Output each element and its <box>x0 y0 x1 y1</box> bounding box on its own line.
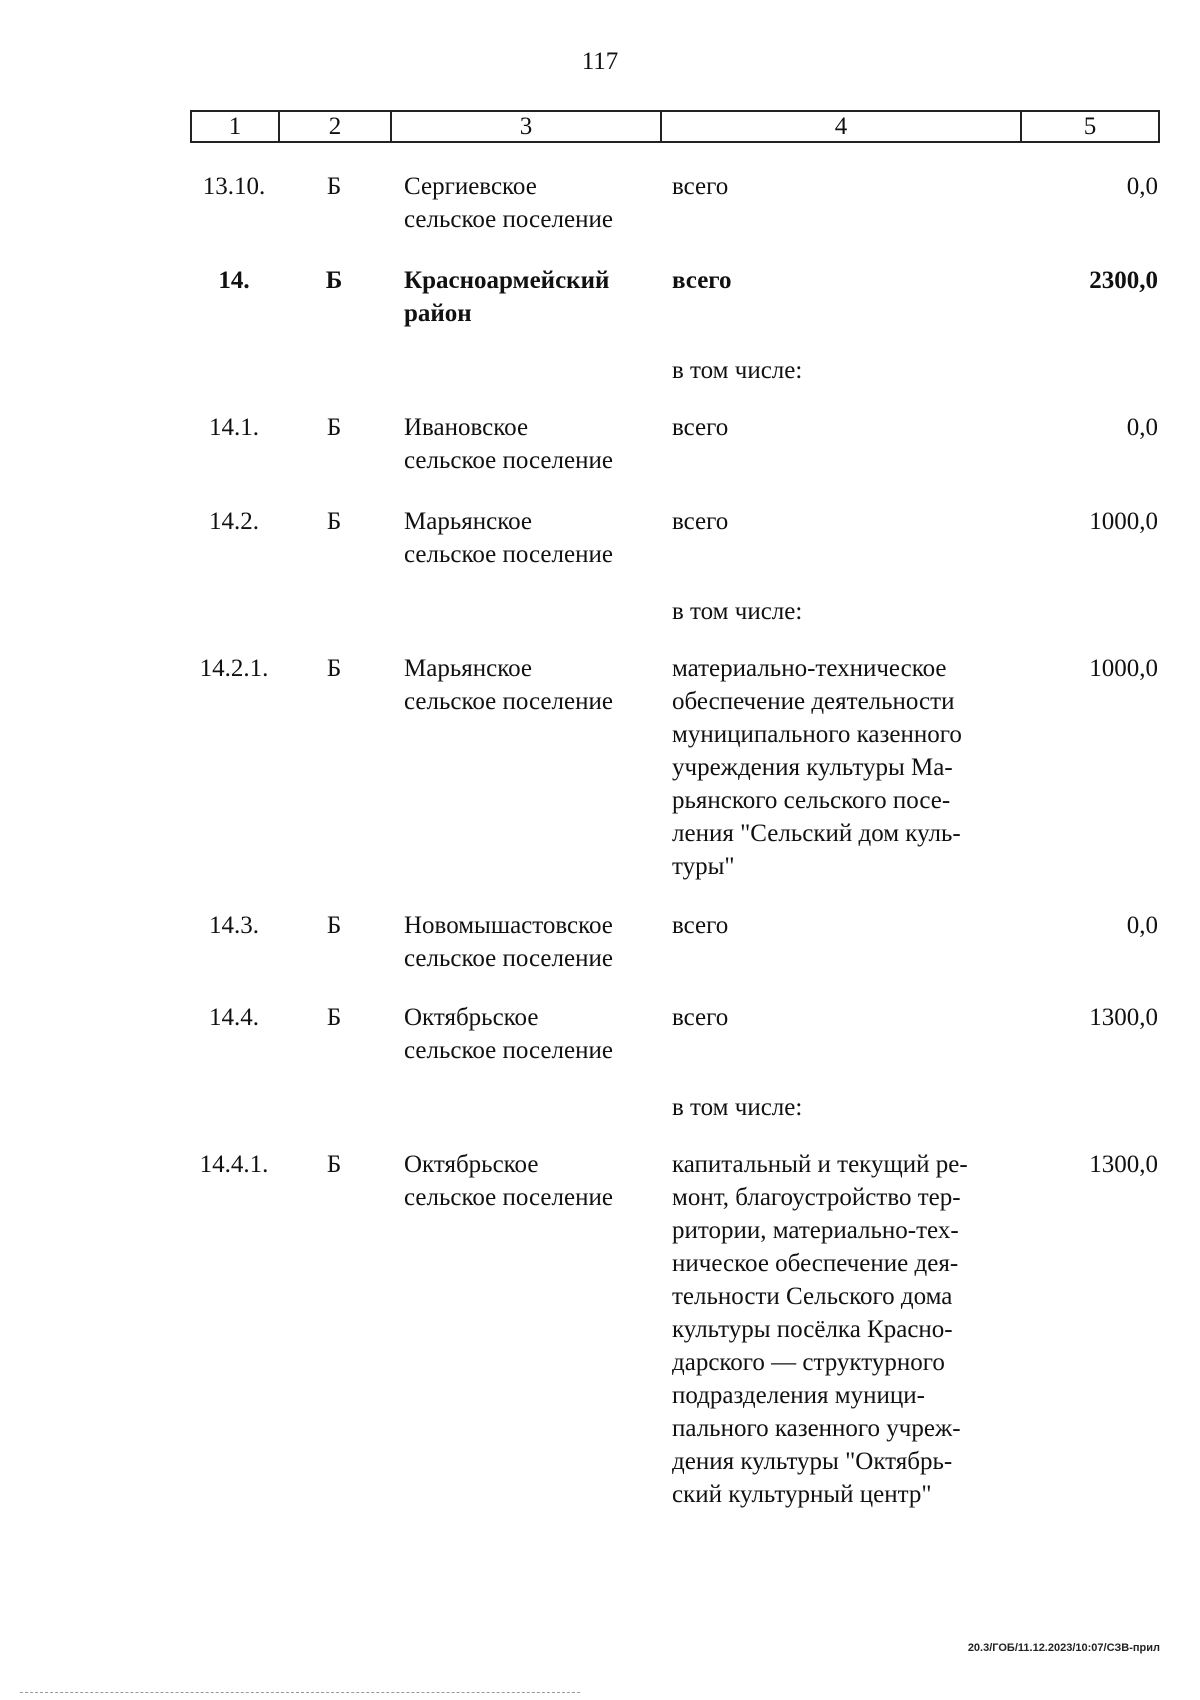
table-row <box>190 1148 1160 1511</box>
row-number: 14.1. <box>209 414 259 441</box>
table-row <box>190 1001 1160 1067</box>
row-number: 14.4. <box>209 1004 259 1031</box>
table-row <box>190 264 1160 330</box>
row-name <box>390 411 658 477</box>
row-description-line: ническое обеспечение дея- <box>672 1250 959 1277</box>
row-number: 14.2. <box>209 508 259 535</box>
subtotal-note-row <box>190 1091 1160 1124</box>
page-number: 117 <box>581 48 619 75</box>
row-number: 14.4.1. <box>199 1151 269 1178</box>
row-name-line: Новомышастовское <box>404 912 613 939</box>
row-category: Б <box>325 267 343 294</box>
row-name-line: сельское поселение <box>404 541 613 568</box>
row-description-line: всего <box>672 267 732 294</box>
row-number: 14.2.1. <box>199 655 269 682</box>
row-category: Б <box>326 1151 342 1178</box>
row-description <box>658 652 1003 883</box>
row-value: 1300,0 <box>1089 1004 1158 1031</box>
subtotal-note-row <box>190 595 1160 628</box>
row-description <box>658 1148 1003 1511</box>
table-row <box>190 170 1160 236</box>
table-row <box>190 652 1160 883</box>
note-spacer <box>190 354 658 387</box>
row-name-line: Ивановское <box>404 414 529 441</box>
row-description-line: подразделения муници- <box>672 1382 925 1409</box>
row-description-line: капитальный и текущий ре- <box>672 1151 968 1178</box>
row-value: 1000,0 <box>1089 655 1158 682</box>
row-description-line: материально-техническое <box>672 655 947 682</box>
row-description-line: монт, благоустройство тер- <box>672 1184 961 1211</box>
row-number: 14. <box>218 267 250 294</box>
row-value: 0,0 <box>1126 414 1158 441</box>
header-col-1: 1 <box>192 112 280 141</box>
row-name-line: сельское поселение <box>404 1037 613 1064</box>
row-name <box>390 505 658 571</box>
row-name-line: Октябрьское <box>404 1151 539 1178</box>
row-description-line: пального казенного учреж- <box>672 1415 961 1442</box>
row-value: 2300,0 <box>1089 267 1158 294</box>
note-spacer <box>190 595 658 628</box>
row-value: 1000,0 <box>1089 508 1158 535</box>
row-description-line: всего <box>672 173 729 200</box>
row-name <box>390 1001 658 1067</box>
row-name-line: Октябрьское <box>404 1004 539 1031</box>
row-description-line: ления "Сельский дом куль- <box>672 820 961 847</box>
row-description <box>658 264 1003 330</box>
row-name-line: Марьянское <box>404 508 532 535</box>
row-value: 1300,0 <box>1089 1151 1158 1178</box>
table-body <box>190 146 1160 1511</box>
row-description-line: всего <box>672 508 729 535</box>
row-description-line: ритории, материально-тех- <box>672 1217 959 1244</box>
row-name <box>390 170 658 236</box>
row-description <box>658 505 1003 571</box>
table-row <box>190 505 1160 571</box>
row-name <box>390 909 658 975</box>
row-category: Б <box>326 912 342 939</box>
row-description-line: дарского — структурного <box>672 1349 945 1376</box>
row-value: 0,0 <box>1126 173 1158 200</box>
row-name <box>390 1148 658 1511</box>
row-description-line: всего <box>672 1004 729 1031</box>
row-value: 0,0 <box>1126 912 1158 939</box>
header-col-4: 4 <box>662 112 1022 141</box>
row-category: Б <box>326 1004 342 1031</box>
row-category: Б <box>326 414 342 441</box>
row-name-line: сельское поселение <box>404 206 613 233</box>
note-spacer <box>190 1091 658 1124</box>
row-name-line: Красноармейский <box>404 267 610 294</box>
row-name-line: сельское поселение <box>404 688 613 715</box>
row-description <box>658 909 1003 975</box>
row-description-line: учреждения культуры Ма- <box>672 754 953 781</box>
row-category: Б <box>326 173 342 200</box>
header-col-2: 2 <box>280 112 392 141</box>
scan-edge-line <box>20 1692 580 1694</box>
row-description-line: культуры посёлка Красно- <box>672 1316 953 1343</box>
header-col-3: 3 <box>392 112 662 141</box>
note-text: в том числе: <box>672 598 803 625</box>
row-name <box>390 264 658 330</box>
note-text: в том числе: <box>672 1094 803 1121</box>
subtotal-note-row <box>190 354 1160 387</box>
row-name-line: Сергиевское <box>404 173 537 200</box>
row-name-line: сельское поселение <box>404 447 613 474</box>
row-name-line: Марьянское <box>404 655 532 682</box>
row-description-line: всего <box>672 912 729 939</box>
row-name-line: сельское поселение <box>404 945 613 972</box>
row-description-line: рьянского сельского посе- <box>672 787 951 814</box>
row-name-line: сельское поселение <box>404 1184 613 1211</box>
note-text: в том числе: <box>672 357 803 384</box>
table-header <box>190 110 1160 143</box>
table-row <box>190 909 1160 975</box>
row-number: 14.3. <box>209 912 259 939</box>
row-description-line: всего <box>672 414 729 441</box>
row-description <box>658 170 1003 236</box>
table-row <box>190 411 1160 477</box>
row-description-line: тельности Сельского дома <box>672 1283 953 1310</box>
row-category: Б <box>326 655 342 682</box>
row-name <box>390 652 658 883</box>
row-description-line: обеспечение деятельности <box>672 688 955 715</box>
row-description-line: туры" <box>672 853 735 880</box>
row-category: Б <box>326 508 342 535</box>
row-description-line: дения культуры "Октябрь- <box>672 1448 953 1475</box>
row-name-line: район <box>404 300 472 327</box>
row-number: 13.10. <box>202 173 266 200</box>
row-description-line: ский культурный центр" <box>672 1481 932 1508</box>
row-description <box>658 411 1003 477</box>
header-col-5: 5 <box>1083 113 1097 140</box>
footer-code: 20.3/ГОБ/11.12.2023/10:07/СЗВ-прил <box>967 1642 1160 1654</box>
row-description <box>658 1001 1003 1067</box>
row-description-line: муниципального казенного <box>672 721 962 748</box>
